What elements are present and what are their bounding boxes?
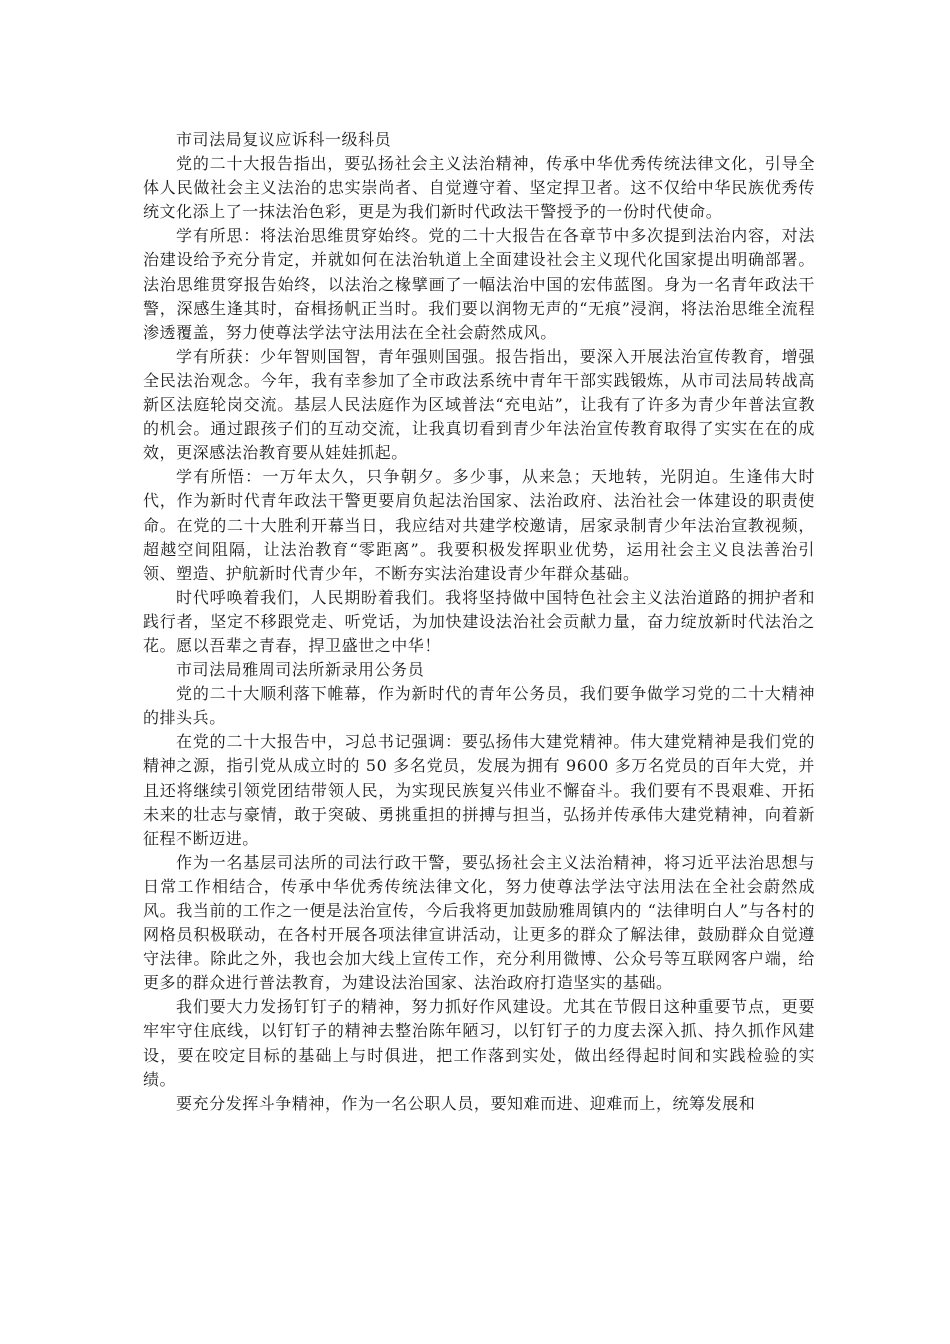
author-line: 市司法局雅周司法所新录用公务员 bbox=[176, 660, 425, 680]
body-paragraph: 我们要大力发扬钉钉子的精神，努力抓好作风建设。尤其在节假日这种重要节点，更要牢牢守住底线，以钉钉子的精神去整治陈年陋习，以钉钉子的力度去深入抓、持久抓作风建设，要在咬定目标的基础上与时俱进，把工作落到实处，做出经得起时间和实践检验的实绩。 bbox=[143, 997, 815, 1089]
body-paragraph: 学有所思：将法治思维贯穿始终。党的二十大报告在各章节中多次提到法治内容，对法治建设给予充分肯定，并就如何在法治轨道上全面建设社会主义现代化国家提出明确部署。法治思维贯穿报告始终，以法治之椽擘画了一幅法治中国的宏伟蓝图。身为一名青年政法干警，深感生逢其时，奋楫扬帆正当时。我们要以润物无声的“无痕”浸润，将法治思维全流程渗透覆盖，努力使尊法学法守法用法在全社会蔚然成风。 bbox=[143, 226, 815, 342]
body-paragraph: 学有所悟：一万年太久，只争朝夕。多少事，从来急；天地转，光阴迫。生逢伟大时代，作为新时代青年政法干警更要肩负起法治国家、法治政府、法治社会一体建设的职责使命。在党的二十大胜利开幕当日，我应结对共建学校邀请，居家录制青少年法治宣教视频，超越空间阻隔，让法治教育“零距离”。我要积极发挥职业优势，运用社会主义良法善治引领、塑造、护航新时代青少年，不断夯实法治建设青少年群众基础。 bbox=[143, 467, 815, 583]
body-paragraph: 时代呼唤着我们，人民期盼着我们。我将坚持做中国特色社会主义法治道路的拥护者和践行者，坚定不移跟党走、听党话，为加快建设法治社会贡献力量，奋力绽放新时代法治之花。愿以吾辈之青春，捍卫盛世之中华！ bbox=[143, 587, 815, 655]
body-paragraph: 学有所获：少年智则国智，青年强则国强。报告指出，要深入开展法治宣传教育，增强全民法治观念。今年，我有幸参加了全市政法系统中青年干部实践锻炼，从市司法局转战高新区法庭轮岗交流。基层人民法庭作为区域普法“充电站”，让我有了许多为青少年普法宣教的机会。通过跟孩子们的互动交流，让我真切看到青少年法治宣传教育取得了实实在在的成效，更深感法治教育要从娃娃抓起。 bbox=[143, 346, 815, 463]
body-paragraph: 要充分发挥斗争精神，作为一名公职人员，要知难而进、迎难而上，统筹发展和 bbox=[176, 1093, 756, 1113]
author-line: 市司法局复议应诉科一级科员 bbox=[176, 130, 392, 149]
body-paragraph: 在党的二十大报告中，习总书记强调：要弘扬伟大建党精神。伟大建党精神是我们党的精神之源，指引党从成立时的 50 多名党员，发展为拥有 9600 多万名党员的百年大党，并且还将继续引领党团结带领人民，为实现民族复兴伟业不懈奋斗。我们要有不畏艰难、开拓未来的壮志与豪情，敢于突破、勇挑重担的拼搏与担当，弘扬并传承伟大建党精神，向着新征程不断迈进。 bbox=[143, 732, 815, 848]
body-paragraph: 党的二十大顺利落下帷幕，作为新时代的青年公务员，我们要争做学习党的二十大精神的排头兵。 bbox=[143, 684, 815, 728]
body-paragraph: 党的二十大报告指出，要弘扬社会主义法治精神，传承中华优秀传统法律文化，引导全体人民做社会主义法治的忠实崇尚者、自觉遵守着、坚定捍卫者。这不仅给中华民族优秀传统文化添上了一抹法治色彩，更是为我们新时代政法干警授予的一份时代使命。 bbox=[143, 154, 815, 222]
body-paragraph: 作为一名基层司法所的司法行政干警，要弘扬社会主义法治精神，将习近平法治思想与日常工作相结合，传承中华优秀传统法律文化，努力使尊法学法守法用法在全社会蔚然成风。我当前的工作之一便是法治宣传，今后我将更加鼓励雅周镇内的 “法律明白人”与各村的网格员积极联动，在各村开展各项法律宣讲活动，让更多的群众了解法律，鼓励群众自觉遵守法律。除此之外，我也会加大线上宣传工作，充分利用微博、公众号等互联网客户端，给更多的群众进行普法教育，为建设法治国家、法治政府打造坚实的基础。 bbox=[143, 852, 815, 993]
document-body bbox=[143, 128, 815, 1116]
